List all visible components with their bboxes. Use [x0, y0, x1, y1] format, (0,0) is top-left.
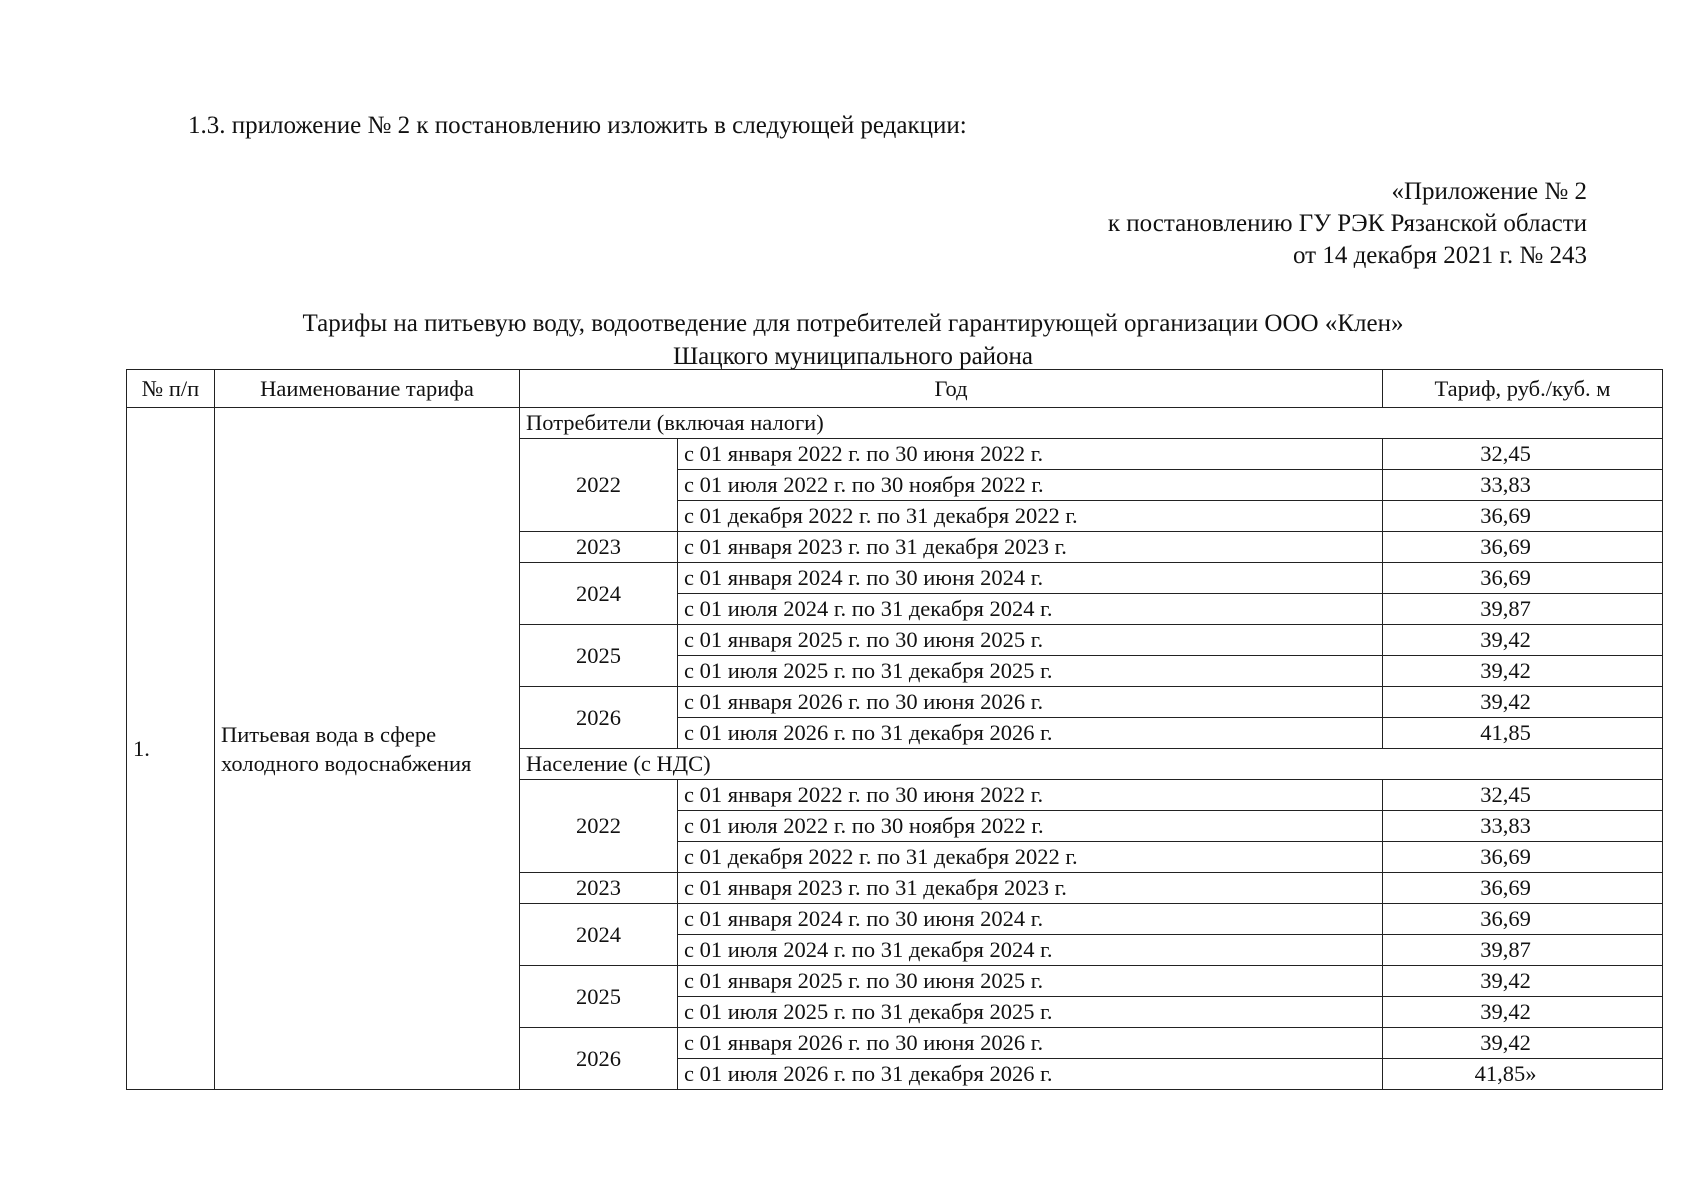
tariff-value-cell: 39,87	[1383, 935, 1663, 966]
document-title	[128, 307, 1578, 373]
tariff-value-cell: 39,87	[1383, 594, 1663, 625]
tariff-value-cell: 36,69	[1383, 501, 1663, 532]
period-cell: с 01 июля 2022 г. по 30 ноября 2022 г.	[678, 470, 1383, 501]
appendix-line-2: к постановлению ГУ РЭК Рязанской области	[1107, 210, 1587, 237]
item-number: 1.	[127, 408, 215, 1090]
tariff-value-cell: 39,42	[1383, 656, 1663, 687]
appendix-line-3: от 14 декабря 2021 г. № 243	[1292, 242, 1587, 269]
intro-paragraph: 1.3. приложение № 2 к постановлению изложить в следующей редакции:	[188, 112, 967, 139]
period-cell: с 01 января 2023 г. по 31 декабря 2023 г.	[678, 532, 1383, 563]
title-line-2: Шацкого муниципального района	[672, 343, 1034, 370]
period-cell: с 01 декабря 2022 г. по 31 декабря 2022 г.	[678, 842, 1383, 873]
header-num: № п/п	[127, 370, 215, 408]
period-cell: с 01 июля 2025 г. по 31 декабря 2025 г.	[678, 997, 1383, 1028]
tariff-value-cell: 33,83	[1383, 470, 1663, 501]
tariff-value-cell: 33,83	[1383, 811, 1663, 842]
tariff-value-cell: 41,85	[1383, 718, 1663, 749]
tariff-value-cell: 39,42	[1383, 966, 1663, 997]
period-cell: с 01 июля 2025 г. по 31 декабря 2025 г.	[678, 656, 1383, 687]
period-cell: с 01 июля 2026 г. по 31 декабря 2026 г.	[678, 1059, 1383, 1090]
period-cell: с 01 июля 2026 г. по 31 декабря 2026 г.	[678, 718, 1383, 749]
table-header-row	[127, 370, 1663, 408]
period-cell: с 01 января 2024 г. по 30 июня 2024 г.	[678, 904, 1383, 935]
year-cell: 2023	[520, 873, 678, 904]
tariff-value-cell: 39,42	[1383, 1028, 1663, 1059]
appendix-line-1: «Приложение № 2	[1391, 178, 1587, 205]
period-cell: с 01 июля 2024 г. по 31 декабря 2024 г.	[678, 935, 1383, 966]
tariff-value-cell: 36,69	[1383, 873, 1663, 904]
table-body	[127, 408, 1663, 1090]
tariff-table	[126, 369, 1663, 1090]
tariff-value-cell: 39,42	[1383, 687, 1663, 718]
tariff-value-cell: 32,45	[1383, 439, 1663, 470]
tariff-value-cell: 41,85»	[1383, 1059, 1663, 1090]
period-cell: с 01 января 2022 г. по 30 июня 2022 г.	[678, 439, 1383, 470]
tariff-value-cell: 39,42	[1383, 997, 1663, 1028]
period-cell: с 01 января 2026 г. по 30 июня 2026 г.	[678, 1028, 1383, 1059]
group-label: Население (с НДС)	[520, 749, 1663, 780]
year-cell: 2022	[520, 439, 678, 532]
title-line-1: Тарифы на питьевую воду, водоотведение для потребителей гарантирующей организации ООО «Клен»	[302, 310, 1404, 337]
tariff-value-cell: 36,69	[1383, 563, 1663, 594]
period-cell: с 01 января 2023 г. по 31 декабря 2023 г.	[678, 873, 1383, 904]
year-cell: 2026	[520, 687, 678, 749]
period-cell: с 01 января 2024 г. по 30 июня 2024 г.	[678, 563, 1383, 594]
tariff-value-cell: 36,69	[1383, 842, 1663, 873]
year-cell: 2024	[520, 904, 678, 966]
year-cell: 2024	[520, 563, 678, 625]
appendix-header	[1108, 176, 1587, 272]
group-label: Потребители (включая налоги)	[520, 408, 1663, 439]
group-row	[127, 408, 1663, 439]
year-cell: 2022	[520, 780, 678, 873]
header-name: Наименование тарифа	[215, 370, 520, 408]
period-cell: с 01 января 2022 г. по 30 июня 2022 г.	[678, 780, 1383, 811]
item-name: Питьевая вода в сфере холодного водоснабжения	[215, 408, 520, 1090]
header-tariff: Тариф, руб./куб. м	[1383, 370, 1663, 408]
year-cell: 2025	[520, 625, 678, 687]
period-cell: с 01 декабря 2022 г. по 31 декабря 2022 г.	[678, 501, 1383, 532]
period-cell: с 01 января 2025 г. по 30 июня 2025 г.	[678, 625, 1383, 656]
period-cell: с 01 января 2025 г. по 30 июня 2025 г.	[678, 966, 1383, 997]
period-cell: с 01 января 2026 г. по 30 июня 2026 г.	[678, 687, 1383, 718]
year-cell: 2026	[520, 1028, 678, 1090]
tariff-value-cell: 36,69	[1383, 532, 1663, 563]
tariff-value-cell: 36,69	[1383, 904, 1663, 935]
period-cell: с 01 июля 2022 г. по 30 ноября 2022 г.	[678, 811, 1383, 842]
period-cell: с 01 июля 2024 г. по 31 декабря 2024 г.	[678, 594, 1383, 625]
header-year: Год	[520, 370, 1383, 408]
year-cell: 2023	[520, 532, 678, 563]
tariff-value-cell: 39,42	[1383, 625, 1663, 656]
tariff-value-cell: 32,45	[1383, 780, 1663, 811]
year-cell: 2025	[520, 966, 678, 1028]
